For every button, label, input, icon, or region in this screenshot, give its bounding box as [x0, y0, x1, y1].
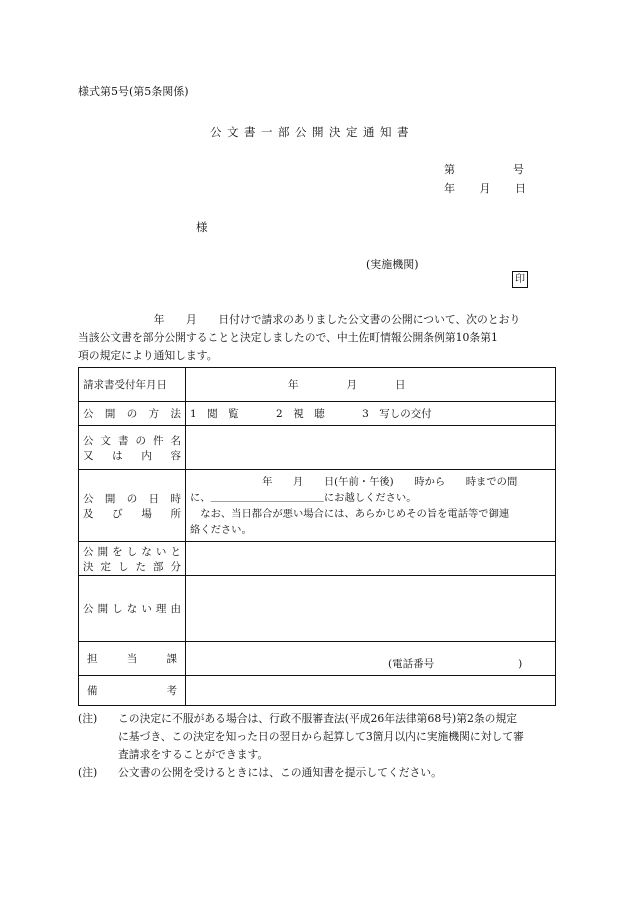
undisclosed-label-char: し	[118, 560, 129, 573]
addressee-suffix: 様	[196, 220, 208, 234]
method-label-char: 法	[170, 408, 181, 420]
row-remarks	[79, 676, 556, 706]
undisclosed-label-char: 部	[153, 560, 164, 573]
schedule-line-3: なお、当日都合が悪い場合には、あらかじめその旨を電話等で御連	[190, 507, 510, 520]
reason-value[interactable]	[186, 576, 556, 642]
row-schedule	[79, 470, 556, 542]
request-date-label: 請求書受付年月日	[79, 368, 186, 402]
note-appeal	[78, 710, 558, 764]
notes-section	[78, 710, 558, 782]
note-appeal-line-3: 査請求をすることができます。	[118, 748, 269, 761]
note-appeal-line-2: に基づき、この決定を知った日の翌日から起算して3箇月以内に実施機関に対して審	[118, 730, 524, 743]
reason-label-char: 理	[155, 603, 167, 615]
subject-label-char: 文	[100, 434, 111, 447]
reason-label-char: 開	[97, 603, 109, 615]
charge-label-char: 課	[166, 653, 177, 665]
reason-label-char: な	[126, 603, 138, 615]
undisclosed-label-char: 定	[100, 560, 111, 573]
request-date-year: 年	[288, 379, 299, 391]
charge-label-char: 担	[87, 653, 98, 665]
schedule-label-char: 場	[141, 507, 152, 520]
undisclosed-label-char: を	[112, 545, 123, 558]
row-undisclosed-part	[79, 542, 556, 576]
reason-label-char: い	[141, 603, 152, 615]
method-label-char: 開	[104, 408, 116, 420]
undisclosed-label-char: 公	[83, 545, 94, 558]
undisclosed-label-char: と	[170, 545, 181, 558]
note-present-text: 公文書の公開を受けるときには、この通知書を提示してください。	[118, 766, 442, 779]
subject-label-char: 又	[83, 449, 94, 462]
schedule-label-char: 及	[83, 507, 94, 520]
method-option-inspect[interactable]: 1 閲 覧	[190, 408, 239, 420]
row-method	[79, 402, 556, 426]
undisclosed-label-char: 決	[83, 560, 94, 573]
subject-label-char: 書	[118, 434, 129, 447]
undisclosed-label-char: し	[126, 545, 138, 558]
schedule-label-char: の	[126, 492, 138, 505]
undisclosed-label-char: た	[135, 560, 146, 573]
undisclosed-label	[79, 542, 186, 576]
schedule-line-1: 年 月 日(午前・午後) 時から 時までの間	[190, 475, 518, 488]
issue-date-month: 月	[479, 182, 491, 195]
reason-label-char: 由	[170, 603, 181, 615]
form-number: 様式第5号(第5条関係)	[78, 85, 189, 98]
note-mark: (注)	[78, 766, 98, 779]
charge-label	[79, 642, 186, 676]
undisclosed-label-char: 分	[170, 560, 181, 573]
request-date-value[interactable]	[186, 368, 556, 402]
schedule-label-char: 日	[148, 492, 160, 505]
intro-line-3: 項の規定により通知します。	[78, 349, 218, 362]
undisclosed-label-char: 開	[97, 545, 109, 558]
schedule-line-2: に、＿＿＿＿＿＿＿＿＿＿＿にお越しください。	[190, 491, 417, 504]
issue-date	[444, 180, 526, 196]
remarks-value[interactable]	[186, 676, 556, 706]
method-options	[186, 402, 556, 426]
subject-label-char: 名	[170, 434, 181, 447]
reason-label-char: し	[112, 603, 123, 615]
reason-label-char: 公	[83, 603, 94, 615]
request-date-day: 日	[395, 379, 406, 391]
method-label-char: 方	[148, 408, 160, 420]
schedule-line-4: 絡ください。	[190, 523, 252, 536]
schedule-label-char: 時	[170, 492, 181, 505]
schedule-label-char: 公	[83, 492, 94, 505]
undisclosed-label-char: い	[155, 545, 167, 558]
method-label	[79, 402, 186, 426]
note-appeal-line-1: この決定に不服がある場合は、行政不服審査法(平成26年法律第68号)第2条の規定	[118, 712, 518, 725]
schedule-label-char: 所	[170, 507, 181, 520]
phone-label: (電話番号 )	[388, 658, 523, 670]
schedule-label-char: び	[112, 507, 123, 520]
schedule-label	[79, 470, 186, 542]
row-reason	[79, 576, 556, 642]
method-label-char: 公	[83, 408, 94, 420]
charge-value[interactable]	[186, 642, 556, 676]
charge-label-char: 当	[126, 653, 138, 665]
note-mark: (注)	[78, 712, 98, 725]
schedule-label-char: 開	[104, 492, 116, 505]
intro-paragraph	[78, 311, 556, 365]
row-request-date	[79, 368, 556, 402]
seal-box: 印	[512, 271, 528, 288]
disclosure-table	[78, 367, 556, 706]
method-option-copy[interactable]: 3 写しの交付	[362, 408, 432, 420]
method-option-view[interactable]: 2 視 聴	[276, 408, 325, 420]
subject-label	[79, 426, 186, 470]
method-label-char: の	[126, 408, 138, 420]
schedule-value[interactable]	[186, 470, 556, 542]
number-label-dai: 第	[444, 163, 455, 176]
document-title: 公文書一部公開決定通知書	[210, 125, 414, 139]
reason-label	[79, 576, 186, 642]
row-subject	[79, 426, 556, 470]
intro-line-2: 当該公文書を部分公開することと決定しましたので、中土佐町情報公開条例第10条第1	[78, 331, 498, 344]
subject-label-char: 内	[141, 449, 152, 462]
issue-date-year: 年	[444, 182, 455, 195]
remarks-label-char: 考	[166, 685, 177, 697]
request-date-month: 月	[346, 379, 357, 391]
subject-label-char: 件	[153, 434, 164, 447]
row-department	[79, 642, 556, 676]
remarks-label-char: 備	[87, 685, 98, 697]
subject-label-char: は	[112, 449, 123, 462]
undisclosed-label-char: な	[141, 545, 152, 558]
issue-date-day: 日	[515, 182, 526, 195]
remarks-label	[79, 676, 186, 706]
subject-label-char: 容	[170, 449, 181, 462]
subject-label-char: 公	[83, 434, 94, 447]
note-present	[78, 764, 558, 782]
subject-value[interactable]	[186, 426, 556, 470]
subject-label-char: の	[135, 434, 146, 447]
number-label-go: 号	[513, 163, 524, 176]
organization-label: (実施機関)	[366, 258, 419, 271]
intro-line-1: 年 月 日付けで請求のありました公文書の公開について、次のとおり	[78, 313, 521, 326]
undisclosed-value[interactable]	[186, 542, 556, 576]
